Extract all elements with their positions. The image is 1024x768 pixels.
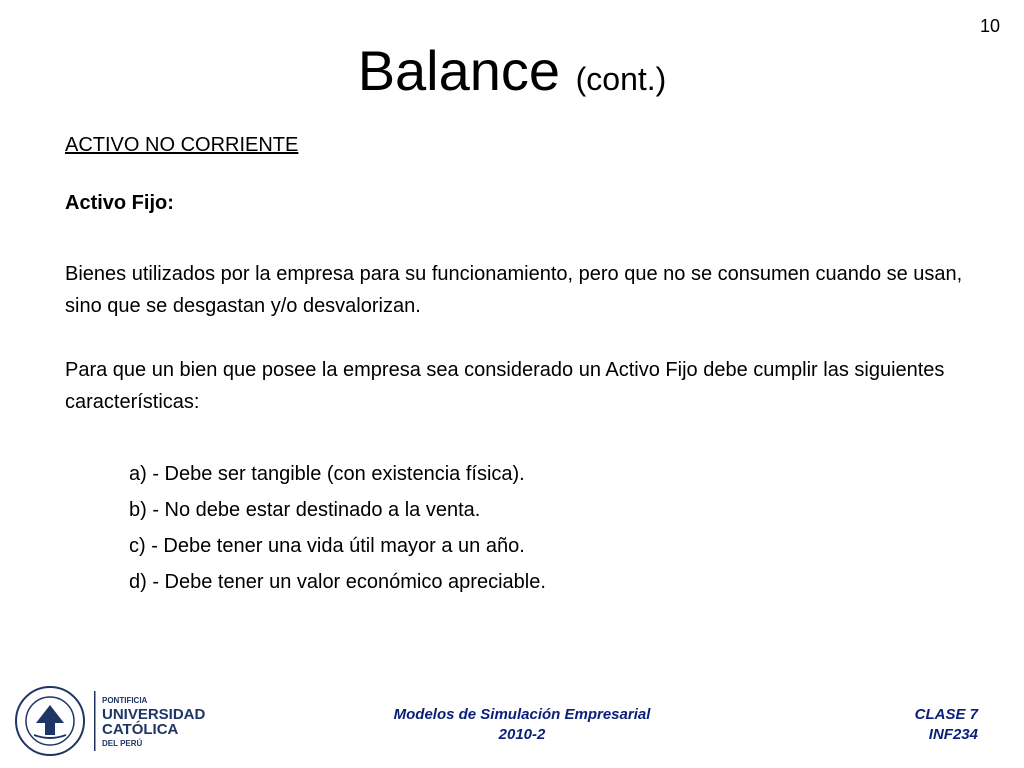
logo-line-2: UNIVERSIDAD	[102, 706, 206, 723]
title-suffix: (cont.)	[575, 61, 667, 97]
logo-line-3: CATÓLICA	[102, 721, 179, 738]
footer-course-code: INF234	[928, 726, 978, 743]
logo-divider	[94, 691, 96, 751]
seal-icon	[16, 687, 84, 755]
criteria-intro-paragraph: Para que un bien que posee la empresa sea considerado un Activo Fijo debe cumplir las siguientes características:	[65, 359, 945, 413]
footer-course-name: Modelos de Simulación Empresarial	[393, 706, 651, 723]
activo-fijo-label: Activo Fijo:	[65, 192, 174, 214]
footer-class	[915, 705, 978, 745]
title-main: Balance	[357, 39, 561, 102]
criteria-list	[129, 456, 546, 600]
slide-title	[0, 38, 1024, 112]
definition-paragraph: Bienes utilizados por la empresa para su funcionamiento, pero que no se consumen cuando se usan, sino que se desgastan y/o desvalorizan.	[65, 263, 963, 317]
footer-class-label: CLASE 7	[914, 706, 978, 723]
slide-number: 10	[979, 16, 1000, 36]
logo-line-4: DEL PERÚ	[102, 739, 143, 748]
list-item: c) - Debe tener una vida útil mayor a un año.	[129, 535, 525, 557]
list-item: d) - Debe tener un valor económico apreciable.	[129, 571, 546, 593]
list-item: a) - Debe ser tangible (con existencia física).	[129, 463, 525, 485]
university-logo	[12, 683, 212, 759]
footer-term: 2010-2	[498, 726, 546, 743]
footer-course	[312, 705, 732, 745]
list-item: b) - No debe estar destinado a la venta.	[129, 499, 481, 521]
section-heading: ACTIVO NO CORRIENTE	[65, 134, 299, 156]
logo-line-1: PONTIFICIA	[102, 696, 148, 705]
